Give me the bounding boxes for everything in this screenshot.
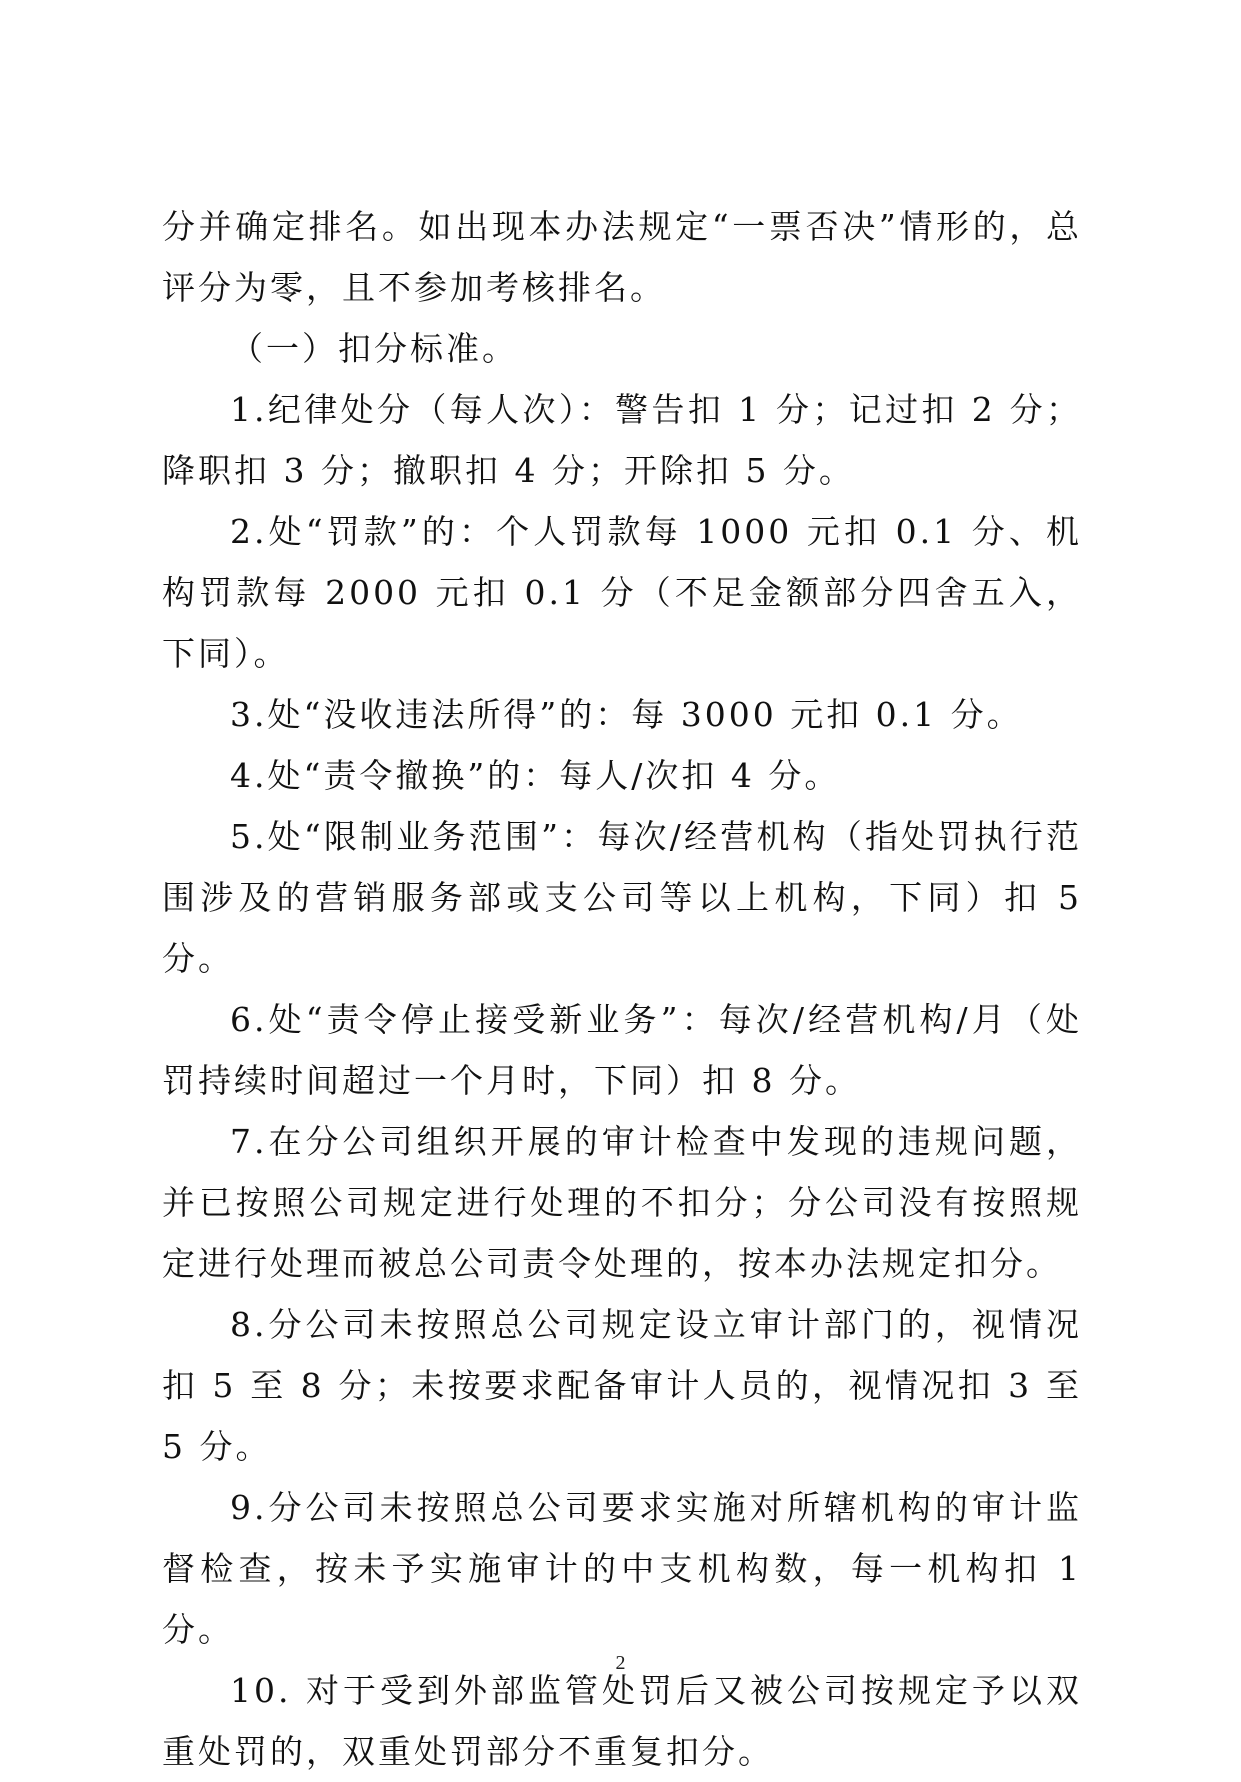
- paragraph-item-7: 7.在分公司组织开展的审计检查中发现的违规问题，并已按照公司规定进行处理的不扣分；分公司没有按照规定进行处理而被总公司责令处理的，按本办法规定扣分。: [162, 1122, 1082, 1283]
- paragraph-continuation: 分并确定排名。如出现本办法规定“一票否决”情形的，总评分为零，且不参加考核排名。: [162, 207, 1082, 307]
- paragraph-item-2: 2.处“罚款”的：个人罚款每 1000 元扣 0.1 分、机构罚款每 2000 元扣 0.1 分（不足金额部分四舍五入，下同）。: [162, 512, 1082, 673]
- document-body: [162, 196, 1082, 1782]
- paragraph-item-3: 3.处“没收违法所得”的：每 3000 元扣 0.1 分。: [230, 695, 1023, 734]
- section-heading: （一）扣分标准。: [230, 329, 518, 368]
- paragraph-item-9: 9.分公司未按照总公司要求实施对所辖机构的审计监督检查，按未予实施审计的中支机构数，每一机构扣 1 分。: [162, 1488, 1082, 1649]
- paragraph-item-8: 8.分公司未按照总公司规定设立审计部门的，视情况扣 5 至 8 分；未按要求配备审计人员的，视情况扣 3 至 5 分。: [162, 1305, 1082, 1466]
- page-number: 2: [615, 1652, 626, 1674]
- paragraph-item-6: 6.处“责令停止接受新业务”：每次/经营机构/月（处罚持续时间超过一个月时，下同）扣 8 分。: [162, 1000, 1082, 1100]
- paragraph-item-5: 5.处“限制业务范围”：每次/经营机构（指处罚执行范围涉及的营销服务部或支公司等以上机构，下同）扣 5 分。: [162, 817, 1082, 978]
- paragraph-item-1: 1.纪律处分（每人次）：警告扣 1 分；记过扣 2 分；降职扣 3 分；撤职扣 4 分；开除扣 5 分。: [162, 390, 1082, 490]
- paragraph-item-10: 10. 对于受到外部监管处罚后又被公司按规定予以双重处罚的，双重处罚部分不重复扣分。: [162, 1671, 1082, 1771]
- paragraph-item-4: 4.处“责令撤换”的：每人/次扣 4 分。: [230, 756, 841, 795]
